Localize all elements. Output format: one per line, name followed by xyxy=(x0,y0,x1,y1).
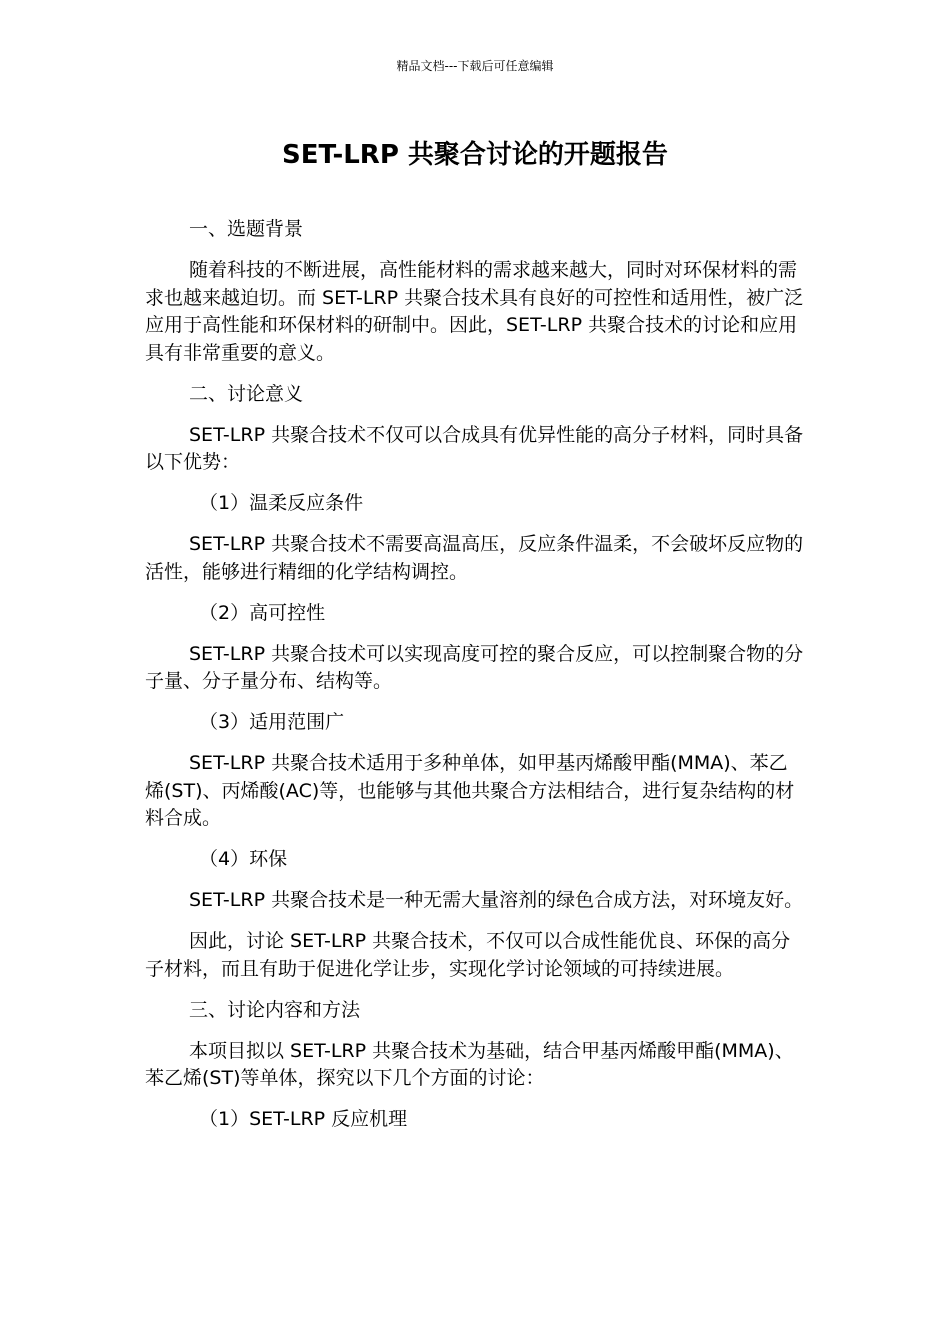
list-item-wide-applicability: （3）适用范围广 xyxy=(199,711,345,733)
list-item-high-controllability: （2）高可控性 xyxy=(199,601,326,624)
section-heading-significance: 二、讨论意义 xyxy=(189,382,304,405)
paragraph-high-controllability: SET-LRP 共聚合技术可以实现高度可控的聚合反应，可以控制聚合物的分子量、分子量分布、结构等。 xyxy=(145,642,804,692)
document-body xyxy=(145,216,805,1147)
section-heading-content-methods: 三、讨论内容和方法 xyxy=(189,998,361,1021)
page-header-watermark: 精品文档---下载后可任意编辑 xyxy=(396,59,554,73)
list-item-reaction-mechanism: （1）SET-LRP 反应机理 xyxy=(199,1108,408,1130)
list-item-mild-conditions: （1）温柔反应条件 xyxy=(199,492,364,514)
paragraph-content-methods: 本项目拟以 SET-LRP 共聚合技术为基础，结合甲基丙烯酸甲酯(MMA)、苯乙烯(ST)等单体，探究以下几个方面的讨论： xyxy=(145,1039,794,1089)
paragraph-environmental: SET-LRP 共聚合技术是一种无需大量溶剂的绿色合成方法，对环境友好。 xyxy=(189,889,804,911)
list-item-environmental: （4）环保 xyxy=(199,848,288,870)
paragraph-wide-applicability: SET-LRP 共聚合技术适用于多种单体，如甲基丙烯酸甲酯(MMA)、苯乙烯(ST)、丙烯酸(AC)等，也能够与其他共聚合方法相结合，进行复杂结构的材料合成。 xyxy=(145,752,795,829)
document-title: SET-LRP 共聚合讨论的开题报告 xyxy=(282,140,668,170)
paragraph-background: 随着科技的不断进展，高性能材料的需求越来越大，同时对环保材料的需求也越来越迫切。而 SET-LRP 共聚合技术具有良好的可控性和适用性，被广泛应用于高性能和环保材料的研制中。因此，SET-LRP 共聚合技术的讨论和应用具有非常重要的意义。 xyxy=(145,259,804,364)
paragraph-mild-conditions: SET-LRP 共聚合技术不需要高温高压，反应条件温柔，不会破坏反应物的活性，能够进行精细的化学结构调控。 xyxy=(145,533,804,583)
paragraph-significance-intro: SET-LRP 共聚合技术不仅可以合成具有优异性能的高分子材料，同时具备以下优势： xyxy=(145,423,804,473)
paragraph-conclusion: 因此，讨论 SET-LRP 共聚合技术，不仅可以合成性能优良、环保的高分子材料，而且有助于促进化学让步，实现化学讨论领域的可持续进展。 xyxy=(145,930,791,980)
section-heading-background: 一、选题背景 xyxy=(189,218,304,240)
